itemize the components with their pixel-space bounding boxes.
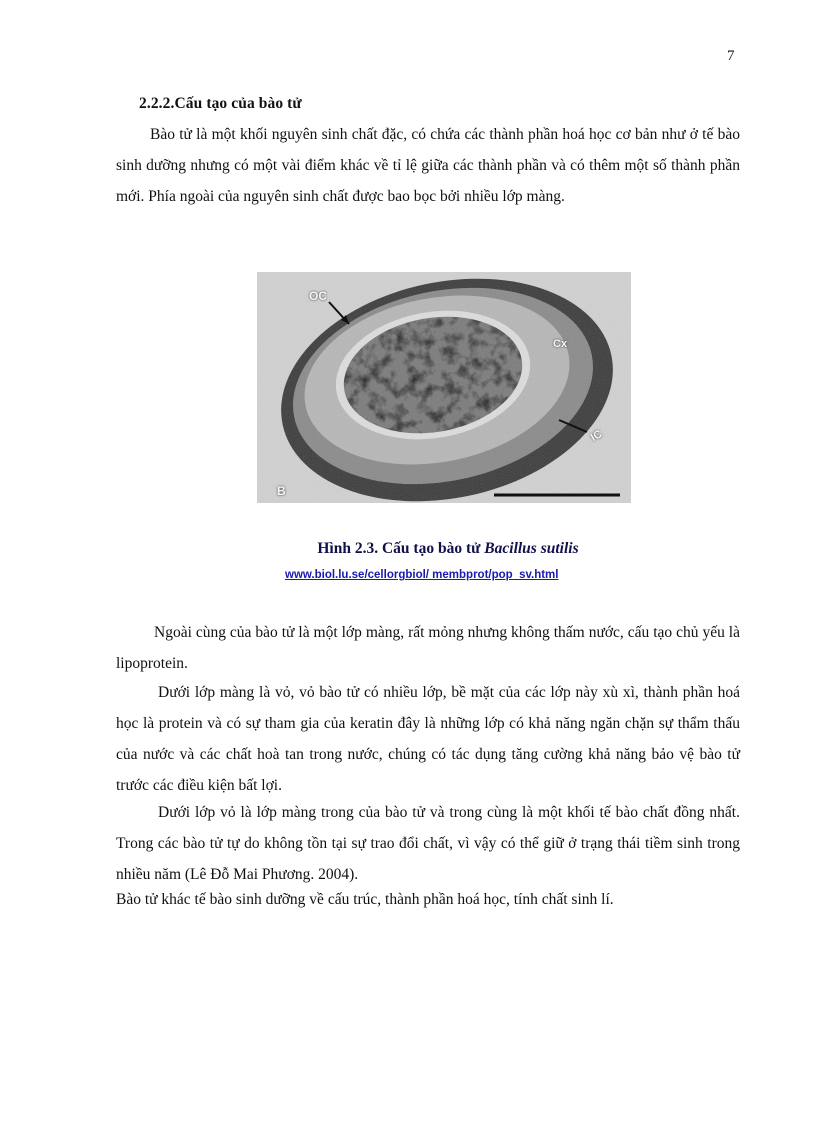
paragraph-inner-membrane: Dưới lớp vỏ là lớp màng trong của bào tử và trong cùng là một khối tế bào chất đồng nhất. Trong các bào tử tự do không tồn tại sự trao đổi chất, vì vậy có thể giữ ở trạng thái tiềm sinh trong nhiều năm (Lê Đỗ Mai Phương. 2004). bbox=[116, 804, 740, 883]
paragraph-spore-overview: Bào tử là một khối nguyên sinh chất đặc, có chứa các thành phần hoá học cơ bản như ở tế bào sinh dưỡng nhưng có một vài điểm khác về tỉ lệ giữa các thành phần và có thêm một số thành phần mới. Phía ngoài của nguyên sinh chất được bao bọc bởi nhiều lớp màng. bbox=[116, 126, 740, 205]
label-ic: IC bbox=[588, 428, 605, 444]
paragraph-outer-membrane: Ngoài cùng của bào tử là một lớp màng, rất mỏng nhưng không thấm nước, cấu tạo chủ yếu là lipoprotein. bbox=[116, 624, 740, 672]
figure-source-link[interactable]: www.biol.lu.se/cellorgbiol/ membprot/pop_sv.html bbox=[285, 569, 559, 581]
paragraph-summary: Bào tử khác tế bào sinh dưỡng về cấu trúc, thành phần hoá học, tính chất sinh lí. bbox=[116, 891, 614, 908]
figure-caption bbox=[0, 540, 816, 558]
page-number: 7 bbox=[727, 48, 735, 64]
caption-prefix: Hình 2.3. Cấu tạo bào tử bbox=[317, 540, 485, 557]
section-heading: 2.2.2.Cấu tạo của bào tử bbox=[139, 95, 302, 112]
paragraph-spore-coat: Dưới lớp màng là vỏ, vỏ bào tử có nhiều lớp, bề mặt của các lớp này xù xì, thành phần hoá học là protein và có sự tham gia của keratin đây là những lớp có khả năng ngăn chặn sự thẩm thấu của nước và các chất hoà tan trong nước, chúng có tác dụng tăng cường khả năng bảo vệ bào tử trước các điều kiện bất lợi. bbox=[116, 684, 740, 794]
micrograph-grain bbox=[257, 272, 631, 503]
label-oc: OC bbox=[309, 289, 327, 303]
caption-species: Bacillus sutilis bbox=[484, 540, 579, 557]
spore-micrograph-figure bbox=[257, 272, 631, 503]
spore-micrograph bbox=[257, 272, 631, 503]
label-panel: B bbox=[277, 484, 286, 498]
label-cx: Cx bbox=[553, 338, 568, 350]
